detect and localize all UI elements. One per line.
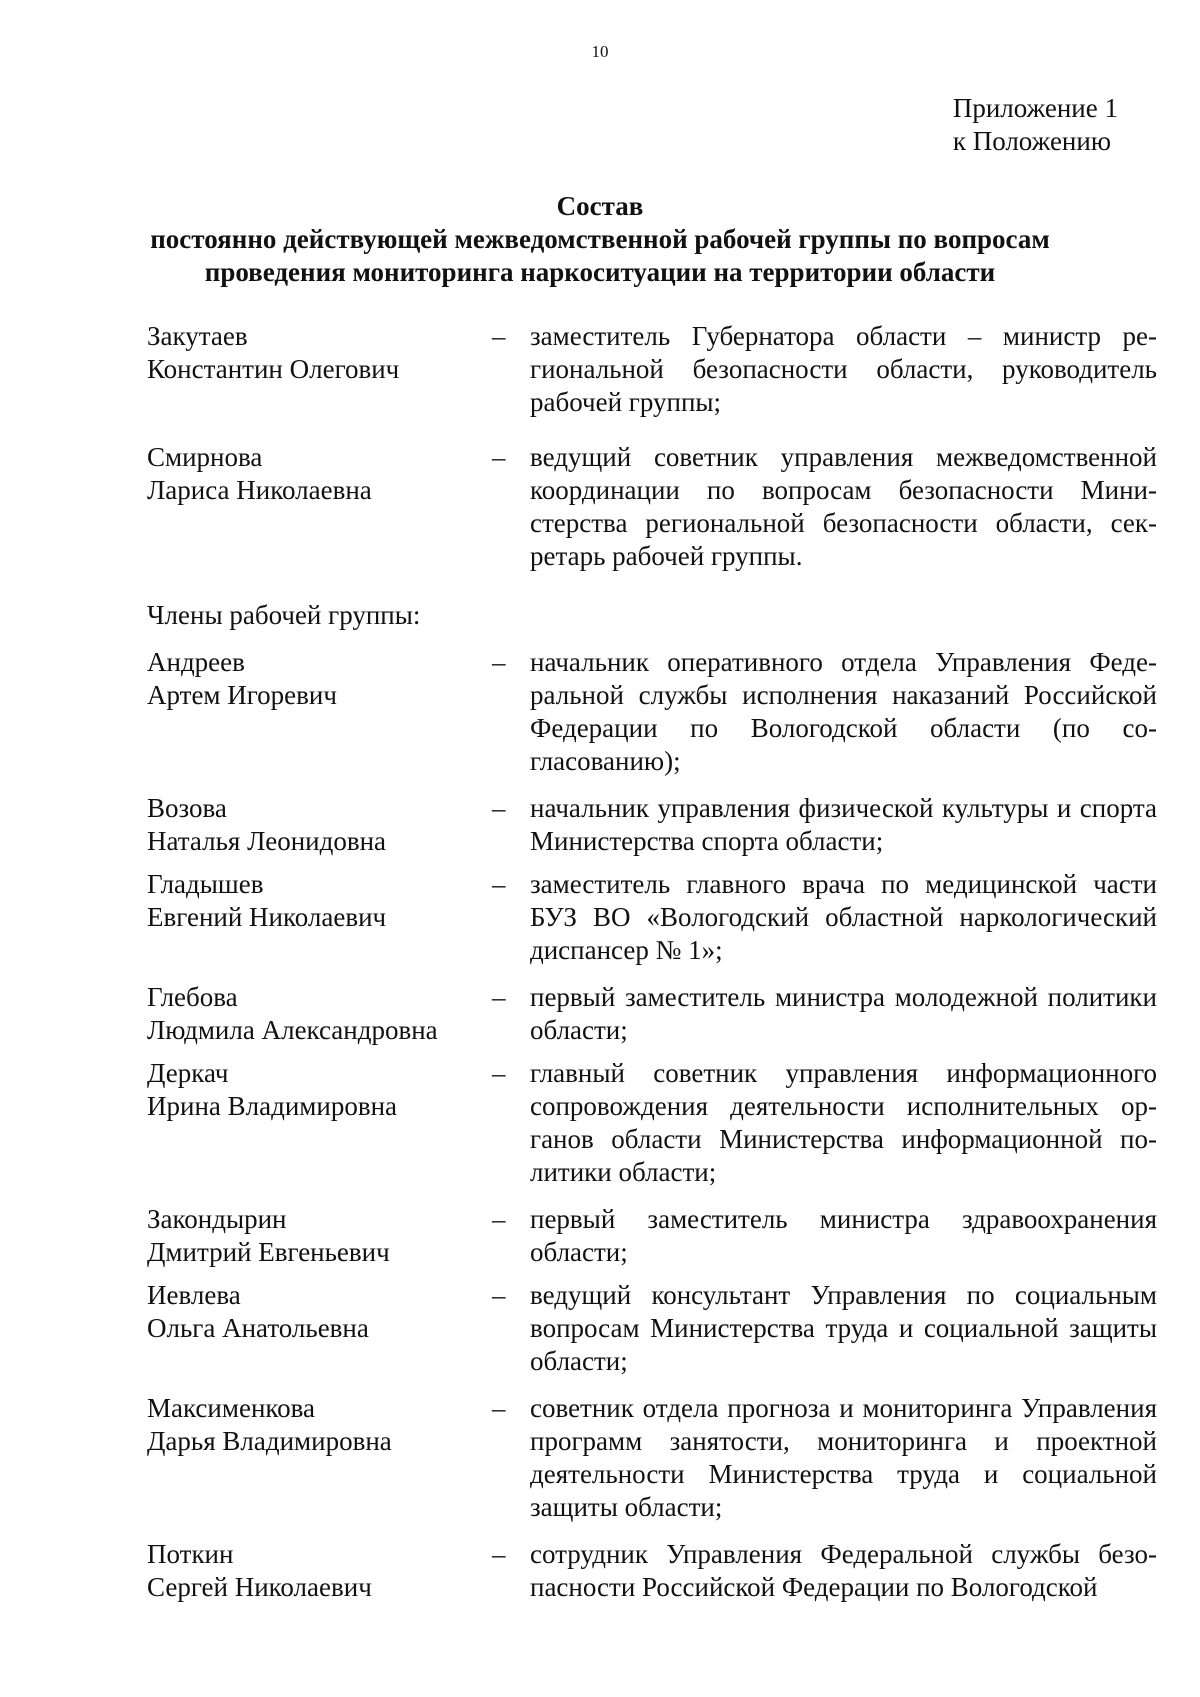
person-name (147, 1392, 492, 1458)
members-list (147, 320, 1157, 1604)
person-name (147, 792, 492, 858)
person-surname: Поткин (147, 1539, 234, 1569)
person-role: начальник управления физической культуры и спорта Министерства спорта области; (530, 793, 1157, 856)
dash-separator: – (492, 442, 506, 472)
person-given-name: Константин Олегович (147, 354, 400, 384)
appendix-line-2: к Положению (952, 126, 1111, 156)
person-role: заместитель главного врача по медицинской части БУЗ ВО «Вологодский областной наркологический диспансер № 1»; (530, 869, 1157, 965)
person-given-name: Наталья Леонидовна (147, 826, 387, 856)
list-item (147, 320, 1157, 419)
list-item (147, 868, 1157, 967)
list-item (147, 981, 1157, 1047)
person-role: ведущий консультант Управления по социальным вопросам Министерства труда и социальной защиты области; (530, 1280, 1157, 1376)
person-role: начальник оперативного отдела Управления Федеральной службы исполнения наказаний Российской Федерации по Вологодской области (по согласованию); (530, 647, 1157, 776)
person-given-name: Лариса Николаевна (147, 475, 372, 505)
dash-separator: – (492, 1058, 506, 1088)
person-surname: Глебова (147, 982, 238, 1012)
person-surname: Гладышев (147, 869, 264, 899)
list-item (147, 792, 1157, 858)
person-surname: Смирнова (147, 442, 263, 472)
person-given-name: Дмитрий Евгеньевич (147, 1237, 390, 1267)
person-name (147, 646, 492, 712)
title-line-3: проведения мониторинга наркоситуации на территории области (204, 257, 996, 287)
list-item (147, 1538, 1157, 1604)
person-name (147, 981, 492, 1047)
person-name (147, 1203, 492, 1269)
person-surname: Андреев (147, 647, 245, 677)
dash-separator: – (492, 647, 506, 677)
person-role: заместитель Губернатора области – министр региональной безопасности области, руководитель рабочей группы; (530, 321, 1157, 417)
dash-separator: – (492, 869, 506, 899)
person-name (147, 1057, 492, 1123)
person-given-name: Людмила Александровна (147, 1015, 438, 1045)
person-name (147, 868, 492, 934)
list-item (147, 441, 1157, 573)
title-line-1: Состав (556, 191, 644, 221)
person-role: первый заместитель министра молодежной политики области; (530, 982, 1157, 1045)
person-given-name: Ольга Анатольевна (147, 1313, 369, 1343)
person-given-name: Евгений Николаевич (147, 902, 387, 932)
dash-separator: – (492, 1204, 506, 1234)
dash-separator: – (492, 1280, 506, 1310)
person-name (147, 1279, 492, 1345)
list-item (147, 1057, 1157, 1189)
document-title (0, 190, 1200, 289)
list-item (147, 646, 1157, 778)
person-surname: Возова (147, 793, 227, 823)
person-role: сотрудник Управления Федеральной службы безопасности Российской Федерации по Вологодской (530, 1539, 1157, 1602)
person-name (147, 441, 492, 507)
page-number: 10 (591, 42, 609, 61)
person-given-name: Дарья Владимировна (147, 1426, 392, 1456)
dash-separator: – (492, 793, 506, 823)
title-line-2: постоянно действующей межведомственной рабочей группы по вопросам (150, 224, 1050, 254)
dash-separator: – (492, 1393, 506, 1423)
dash-separator: – (492, 982, 506, 1012)
person-name (147, 1538, 492, 1604)
list-item (147, 1203, 1157, 1269)
person-surname: Закутаев (147, 321, 248, 351)
members-section-label: Члены рабочей группы: (147, 600, 421, 630)
person-given-name: Сергей Николаевич (147, 1572, 372, 1602)
list-item (147, 1392, 1157, 1524)
person-surname: Закондырин (147, 1204, 287, 1234)
person-role: советник отдела прогноза и мониторинга Управления программ занятости, мониторинга и проектной деятельности Министерства труда и социальной защиты области; (530, 1393, 1157, 1522)
dash-separator: – (492, 1539, 506, 1569)
person-name (147, 320, 492, 386)
appendix-reference (953, 92, 1118, 158)
person-surname: Максименкова (147, 1393, 316, 1423)
person-surname: Деркач (147, 1058, 229, 1088)
person-surname: Иевлева (147, 1280, 241, 1310)
person-role: главный советник управления информационного сопровождения деятельности исполнительных органов области Министерства информационной политики области; (530, 1058, 1157, 1187)
person-given-name: Ирина Владимировна (147, 1091, 398, 1121)
person-given-name: Артем Игоревич (147, 680, 337, 710)
list-item (147, 1279, 1157, 1378)
person-role: ведущий советник управления межведомственной координации по вопросам безопасности Министерства региональной безопасности области, секретарь рабочей группы. (530, 442, 1157, 571)
dash-separator: – (492, 321, 506, 351)
person-role: первый заместитель министра здравоохранения области; (530, 1204, 1157, 1267)
appendix-line-1: Приложение 1 (952, 93, 1118, 123)
